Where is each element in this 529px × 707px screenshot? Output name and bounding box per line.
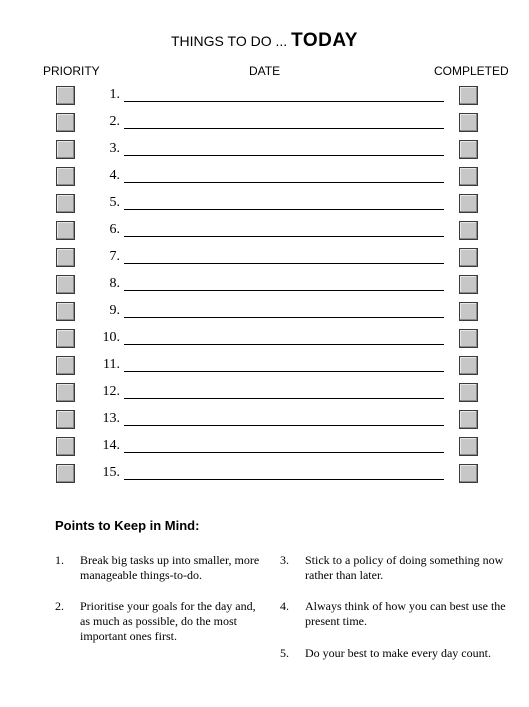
task-entry-line[interactable] [124, 209, 444, 210]
completed-checkbox[interactable] [459, 221, 478, 240]
priority-checkbox[interactable] [56, 437, 75, 456]
task-entry-line[interactable] [124, 236, 444, 237]
item-number: 10. [102, 330, 120, 345]
todo-row [0, 86, 529, 113]
priority-checkbox[interactable] [56, 113, 75, 132]
priority-checkbox[interactable] [56, 356, 75, 375]
todo-row [0, 329, 529, 356]
priority-checkbox[interactable] [56, 275, 75, 294]
priority-checkbox[interactable] [56, 410, 75, 429]
priority-checkbox[interactable] [56, 302, 75, 321]
priority-checkbox[interactable] [56, 167, 75, 186]
completed-checkbox[interactable] [459, 113, 478, 132]
tip-text: Always think of how you can best use the present time. [305, 599, 506, 628]
todo-row [0, 221, 529, 248]
todo-row [0, 410, 529, 437]
task-entry-line[interactable] [124, 452, 444, 453]
task-entry-line[interactable] [124, 101, 444, 102]
todo-row [0, 167, 529, 194]
title-prefix: THINGS TO DO ... [171, 33, 292, 49]
tip-number: 2. [55, 599, 64, 613]
todo-row [0, 437, 529, 464]
date-column-header: DATE [249, 64, 281, 78]
todo-row [0, 383, 529, 410]
priority-checkbox[interactable] [56, 221, 75, 240]
tip-text: Prioritise your goals for the day and, as much as possible, do the most important ones first. [80, 599, 256, 643]
task-entry-line[interactable] [124, 479, 444, 480]
todo-row [0, 140, 529, 167]
item-number: 1. [109, 87, 120, 102]
task-entry-line[interactable] [124, 263, 444, 264]
tip-number: 1. [55, 553, 64, 567]
item-number: 5. [109, 195, 120, 210]
tip-text: Break big tasks up into smaller, more manageable things-to-do. [80, 553, 260, 582]
task-entry-line[interactable] [124, 425, 444, 426]
todo-row [0, 464, 529, 491]
task-entry-line[interactable] [124, 371, 444, 372]
completed-checkbox[interactable] [459, 437, 478, 456]
todo-row [0, 194, 529, 221]
item-number: 7. [109, 249, 120, 264]
priority-checkbox[interactable] [56, 194, 75, 213]
completed-checkbox[interactable] [459, 275, 478, 294]
tip-number: 4. [280, 599, 289, 613]
completed-checkbox[interactable] [459, 302, 478, 321]
todo-list [0, 86, 529, 491]
item-number: 4. [109, 168, 120, 183]
item-number: 8. [109, 276, 120, 291]
todo-row [0, 302, 529, 329]
tip-number: 5. [280, 646, 289, 660]
completed-checkbox[interactable] [459, 140, 478, 159]
item-number: 12. [102, 384, 120, 399]
tip-text: Stick to a policy of doing something now rather than later. [305, 553, 504, 582]
title-emphasis: TODAY [291, 30, 358, 51]
todo-row [0, 113, 529, 140]
priority-column-header: PRIORITY [43, 64, 100, 78]
priority-checkbox[interactable] [56, 248, 75, 267]
points-heading: Points to Keep in Mind: [55, 518, 200, 533]
todo-row [0, 356, 529, 383]
task-entry-line[interactable] [124, 182, 444, 183]
completed-checkbox[interactable] [459, 356, 478, 375]
completed-column-header: COMPLETED [434, 64, 509, 78]
item-number: 3. [109, 141, 120, 156]
todo-row [0, 275, 529, 302]
completed-checkbox[interactable] [459, 464, 478, 483]
priority-checkbox[interactable] [56, 329, 75, 348]
item-number: 11. [103, 357, 120, 372]
tip-number: 3. [280, 553, 289, 567]
task-entry-line[interactable] [124, 155, 444, 156]
completed-checkbox[interactable] [459, 248, 478, 267]
page-title [0, 30, 529, 52]
priority-checkbox[interactable] [56, 464, 75, 483]
completed-checkbox[interactable] [459, 410, 478, 429]
completed-checkbox[interactable] [459, 194, 478, 213]
completed-checkbox[interactable] [459, 329, 478, 348]
tip-text: Do your best to make every day count. [305, 646, 491, 660]
item-number: 14. [102, 438, 120, 453]
task-entry-line[interactable] [124, 317, 444, 318]
item-number: 9. [109, 303, 120, 318]
task-entry-line[interactable] [124, 290, 444, 291]
todo-row [0, 248, 529, 275]
completed-checkbox[interactable] [459, 383, 478, 402]
completed-checkbox[interactable] [459, 167, 478, 186]
priority-checkbox[interactable] [56, 383, 75, 402]
task-entry-line[interactable] [124, 398, 444, 399]
completed-checkbox[interactable] [459, 86, 478, 105]
item-number: 13. [102, 411, 120, 426]
item-number: 2. [109, 114, 120, 129]
task-entry-line[interactable] [124, 344, 444, 345]
priority-checkbox[interactable] [56, 86, 75, 105]
priority-checkbox[interactable] [56, 140, 75, 159]
item-number: 15. [102, 465, 120, 480]
task-entry-line[interactable] [124, 128, 444, 129]
item-number: 6. [109, 222, 120, 237]
